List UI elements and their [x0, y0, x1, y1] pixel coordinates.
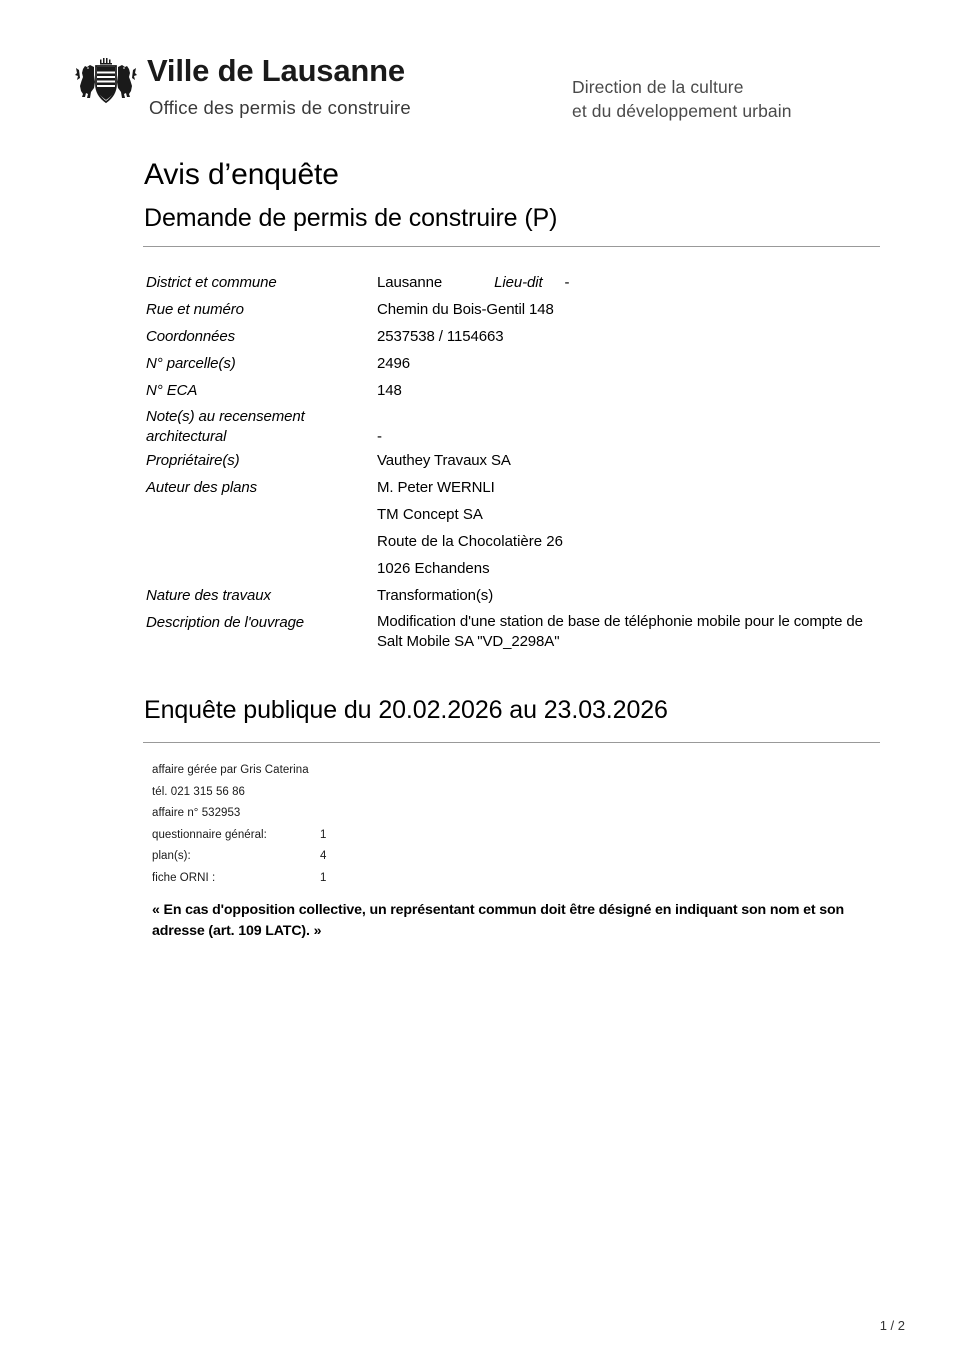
plans-author-line-2: TM Concept SA [377, 506, 483, 523]
detail-value-eca: 148 [377, 382, 402, 399]
detail-value-street: Chemin du Bois-Gentil 148 [377, 301, 554, 318]
case-plans-label: plan(s): [152, 850, 191, 862]
case-orni-row [152, 868, 327, 890]
detail-label-works-nature: Nature des travaux [146, 587, 271, 604]
detail-label-street: Rue et numéro [146, 301, 244, 318]
brand-text [147, 55, 411, 119]
detail-label-district: District et commune [146, 274, 277, 291]
detail-value-parcel: 2496 [377, 355, 410, 372]
detail-label-owner: Propriétaire(s) [146, 452, 240, 469]
case-questionnaire-label: questionnaire général: [152, 828, 267, 841]
detail-row-district [146, 269, 886, 296]
detail-row-works-nature [146, 582, 886, 609]
detail-row-street [146, 296, 886, 323]
detail-row-eca [146, 377, 886, 404]
case-managed-by: affaire gérée par Gris Caterina [152, 764, 309, 776]
detail-label-coordinates: Coordonnées [146, 328, 235, 345]
detail-value-census-note: - [377, 428, 382, 445]
page-header [0, 55, 970, 135]
brand-block [75, 55, 411, 119]
plans-author-line-3: Route de la Chocolatière 26 [377, 533, 563, 550]
page-footer [0, 1318, 970, 1333]
census-note-label-line-1: Note(s) au recensement [146, 408, 305, 425]
case-orni-label: fiche ORNI : [152, 871, 216, 884]
lausanne-coat-of-arms-icon [75, 58, 137, 104]
case-questionnaire-row [152, 825, 327, 847]
direction-line-2: et du développement urbain [572, 101, 792, 122]
lieudit-label: Lieu-dit [494, 274, 543, 291]
brand-subtitle: Office des permis de construire [149, 97, 411, 118]
inquiry-heading: Enquête publique du 20.02.2026 au 23.03.2026 [144, 696, 668, 724]
case-orni-count: 1 [320, 871, 327, 884]
census-note-label-line-2: architectural [146, 428, 227, 445]
detail-label-eca: N° ECA [146, 382, 198, 399]
detail-value-description: Modification d'une station de base de téléphonie mobile pour le compte de Salt Mobile SA "VD_2298A" [377, 613, 863, 650]
case-plans-row [152, 846, 327, 868]
brand-title: Ville de Lausanne [147, 53, 405, 88]
detail-row-owner [146, 447, 886, 474]
detail-row-census-note [146, 404, 886, 447]
opposition-notice: « En cas d'opposition collective, un représentant commun doit être désigné en indiquant son nom et son adresse (art. 109 LATC). » [152, 902, 845, 939]
detail-row-description [146, 609, 886, 652]
divider-top [143, 246, 880, 247]
detail-label-plans-author: Auteur des plans [146, 479, 257, 496]
detail-label-description: Description de l'ouvrage [146, 614, 305, 631]
detail-row-parcel [146, 350, 886, 377]
details-table [146, 269, 886, 652]
detail-label-parcel: N° parcelle(s) [146, 355, 236, 372]
direction-block [572, 75, 792, 123]
detail-row-plans-author [146, 474, 886, 501]
case-number: affaire n° 532953 [152, 807, 241, 819]
detail-row-coordinates [146, 323, 886, 350]
case-info-block [152, 760, 327, 889]
detail-value-coordinates: 2537538 / 1154663 [377, 328, 504, 345]
detail-value-plans-author: M. Peter WERNLI [377, 479, 495, 496]
page-subtitle: Demande de permis de construire (P) [144, 204, 558, 232]
district-commune-value: Lausanne [377, 274, 443, 291]
page-number: 1 / 2 [879, 1318, 905, 1333]
detail-value-district [377, 269, 886, 296]
detail-value-works-nature: Transformation(s) [377, 587, 494, 604]
direction-line-1: Direction de la culture [572, 77, 744, 97]
detail-value-owner: Vauthey Travaux SA [377, 452, 511, 469]
case-questionnaire-count: 1 [320, 828, 327, 841]
case-plans-count: 4 [320, 850, 327, 862]
detail-label-census-note [146, 404, 377, 447]
case-phone: tél. 021 315 56 86 [152, 785, 245, 798]
lieudit-value: - [564, 274, 570, 291]
plans-author-line-4: 1026 Echandens [377, 560, 490, 577]
page-title: Avis d’enquête [144, 158, 339, 191]
divider-mid [143, 742, 880, 743]
